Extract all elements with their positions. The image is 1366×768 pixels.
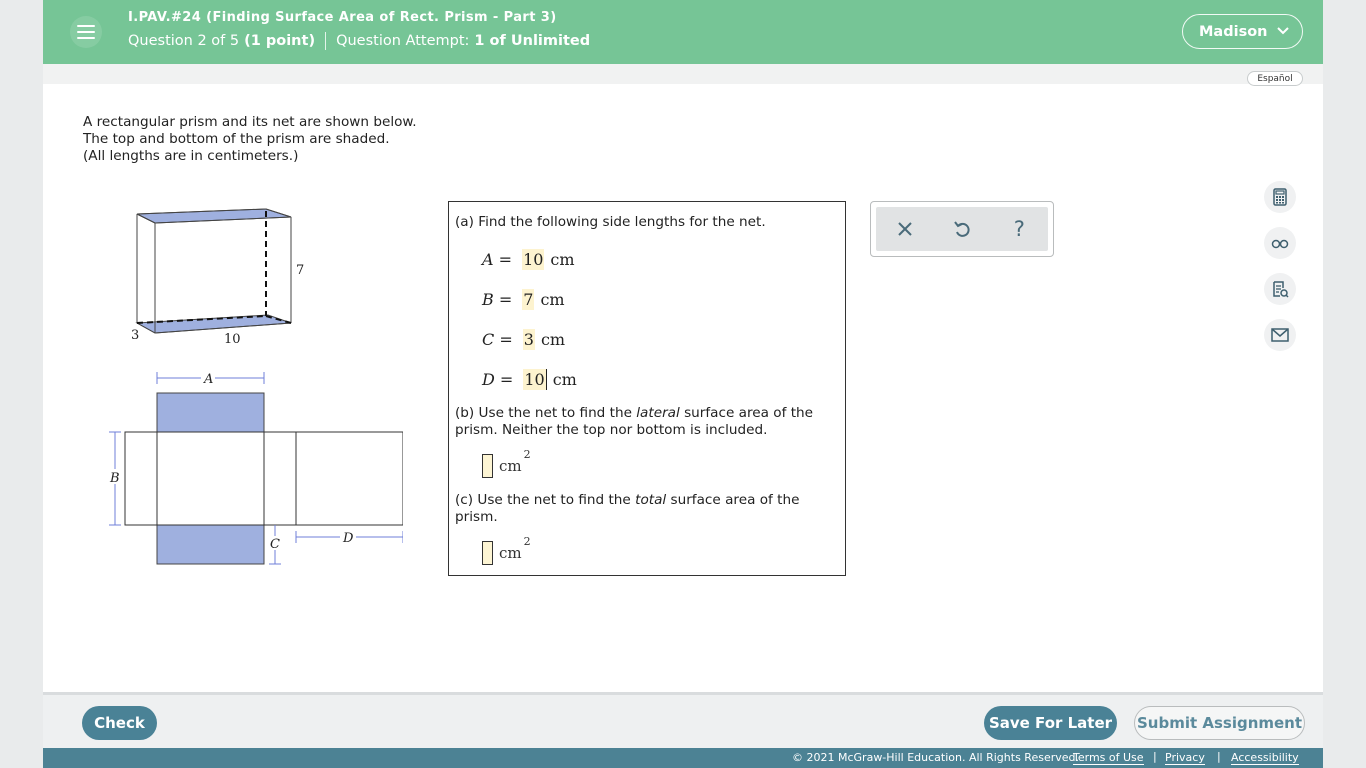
intro-line: (All lengths are in centimeters.) (83, 148, 299, 164)
unit-label: cm (550, 250, 575, 269)
save-for-later-button[interactable]: Save For Later (984, 706, 1117, 740)
chevron-down-icon (1276, 24, 1290, 38)
unit-label: cm (540, 330, 566, 349)
footer (43, 748, 1323, 768)
part-b-answer-row (482, 447, 531, 478)
header-strip (43, 64, 1323, 84)
question-box (448, 201, 846, 576)
answer-input-b[interactable]: 7 (523, 290, 534, 309)
part-c-prompt: (c) Use the net to find the total surface area of the prism. (455, 492, 800, 525)
undo-icon (952, 219, 972, 239)
glasses-icon (1270, 233, 1290, 253)
notes-button[interactable] (1264, 273, 1296, 305)
calculator-button[interactable] (1264, 181, 1296, 213)
header-divider (325, 32, 326, 50)
prism-height-label: 7 (296, 263, 305, 278)
rectangular-prism (131, 209, 304, 347)
prism-and-net-figure (103, 200, 403, 575)
top-bar (43, 0, 1323, 64)
equation-d: D = 10 cm (482, 370, 577, 389)
submit-assignment-button[interactable]: Submit Assignment (1134, 706, 1305, 740)
footer-separator: | (1153, 750, 1157, 763)
answer-tools-panel (870, 201, 1054, 257)
net-label-c: C (270, 537, 280, 552)
equation-variable: C (482, 330, 495, 349)
calculator-icon (1270, 187, 1290, 207)
prism-net (107, 371, 403, 564)
equation-variable: A (482, 250, 494, 269)
equation-variable: D (482, 370, 495, 389)
area-unit-exponent: 2 (523, 447, 531, 461)
total-area-input[interactable] (482, 541, 493, 565)
prism-bottom-face (137, 315, 291, 333)
help-icon: ? (1013, 217, 1025, 241)
answer-input-a[interactable]: 10 (523, 250, 544, 269)
mail-icon (1270, 325, 1290, 345)
attempt-label: Question Attempt: (336, 33, 470, 49)
equation-a: A = 10 cm (482, 250, 575, 269)
area-unit-label: cm (499, 544, 522, 562)
user-name: Madison (1199, 23, 1268, 40)
assignment-title: I.PAV.#24 (Finding Surface Area of Rect. Prism - Part 3) (128, 10, 557, 25)
answer-input-d[interactable]: 10 (524, 370, 545, 389)
area-unit-exponent: 2 (523, 534, 531, 548)
intro-line: A rectangular prism and its net are shown below. (83, 114, 417, 130)
question-info (128, 32, 590, 50)
accessibility-link[interactable]: Accessibility (1231, 751, 1299, 764)
message-button[interactable] (1264, 319, 1296, 351)
lateral-area-input[interactable] (482, 454, 493, 478)
prism-length-label: 10 (224, 332, 241, 347)
area-unit-label: cm (499, 457, 522, 475)
net-label-d: D (343, 531, 354, 546)
net-bottom-face (157, 525, 264, 564)
unit-label: cm (540, 290, 565, 309)
intro-line: The top and bottom of the prism are shaded. (83, 131, 390, 147)
notes-icon (1270, 279, 1290, 299)
attempt-value: 1 of Unlimited (474, 33, 591, 49)
part-b-prompt: (b) Use the net to find the lateral surface area of the prism. Neither the top nor bottom is included. (455, 405, 814, 438)
net-top-face (157, 393, 264, 432)
question-points: (1 point) (244, 33, 316, 49)
unit-label: cm (552, 370, 577, 389)
answer-input-c[interactable]: 3 (523, 330, 534, 349)
equation-b: B = 7 cm (482, 290, 565, 309)
help-button[interactable] (991, 207, 1048, 251)
footer-separator: | (1217, 750, 1221, 763)
reading-glasses-button[interactable] (1264, 227, 1296, 259)
privacy-link[interactable]: Privacy (1165, 751, 1205, 764)
assignment-frame (43, 0, 1323, 768)
bottom-action-bar (43, 692, 1323, 748)
prism-depth-label: 3 (131, 328, 140, 343)
equation-c: C = 3 cm (482, 330, 566, 349)
part-c-answer-row (482, 534, 531, 565)
net-label-b: B (110, 471, 120, 486)
question-intro (83, 114, 417, 165)
clear-button[interactable] (876, 207, 933, 251)
hamburger-menu-icon[interactable] (70, 16, 102, 48)
copyright-text: © 2021 McGraw-Hill Education. All Rights Reserved. (792, 751, 1079, 764)
close-icon (895, 219, 915, 239)
user-menu-button[interactable] (1182, 14, 1303, 49)
part-a-prompt: (a) Find the following side lengths for the net. (455, 214, 766, 230)
net-label-a: A (204, 372, 214, 387)
question-label: Question 2 of 5 (128, 33, 240, 49)
spanish-language-button[interactable]: Español (1247, 71, 1303, 86)
undo-button[interactable] (933, 207, 990, 251)
check-button[interactable]: Check (82, 706, 157, 740)
equation-variable: B (482, 290, 494, 309)
terms-of-use-link[interactable]: Terms of Use (1073, 751, 1144, 764)
